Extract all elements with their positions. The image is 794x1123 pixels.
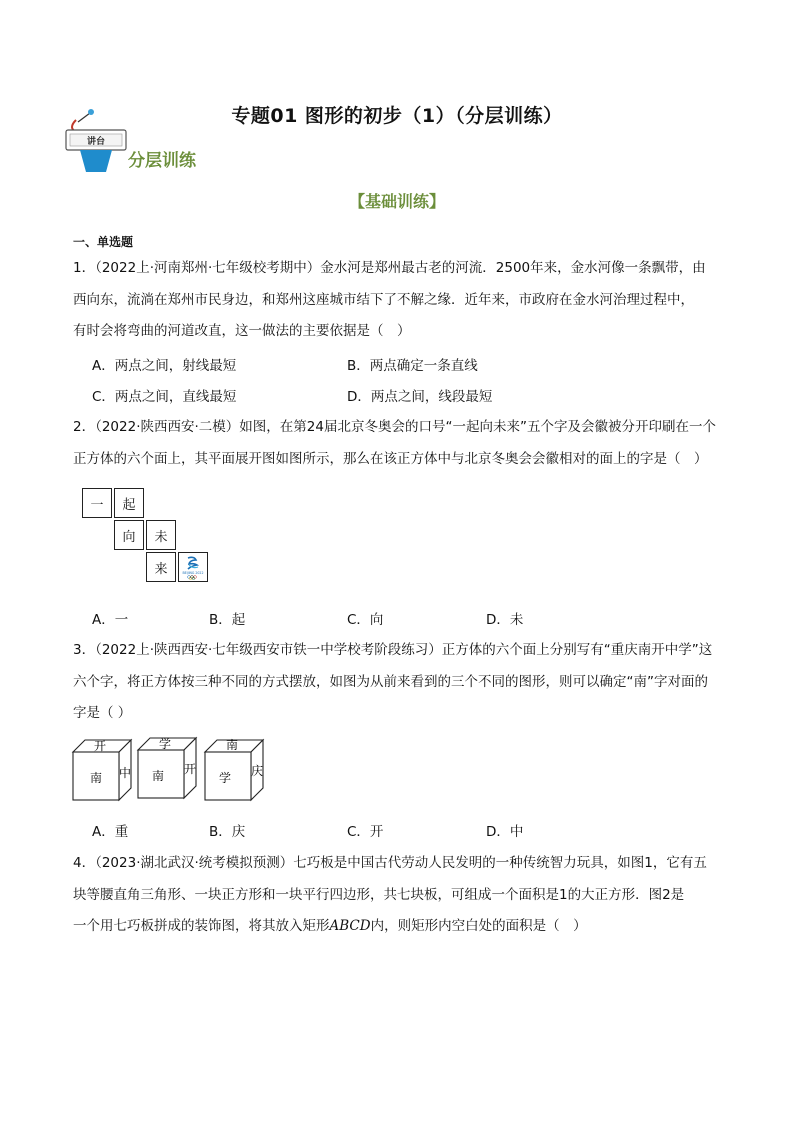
q1-line-2: 西向东，流淌在郑州市民身边，和郑州这座城市结下了不解之缘．近年来，市政府在金水河治理过程中， [73,292,694,308]
q4-line-3-head: 一个用七巧板拼成的装饰图，将其放入矩形 [73,918,330,934]
page-title: 专题01 图形的初步（1）（分层训练） [231,105,563,127]
logo-badge-text: 讲台 [86,137,106,147]
cube-2 [138,737,196,798]
cube-2-front-label: 南 [151,769,165,783]
winter-olympics-emblem-icon [180,554,206,580]
cube-1 [73,739,131,800]
emblem-caption: BEIJING 2022 [182,571,204,575]
q1-option-c: C．两点之间，直线最短 [92,389,237,405]
q3-option-d: D．中 [486,824,524,840]
cube-2-side-label: 开 [183,762,197,776]
cube-3 [205,737,263,800]
q4-line-2: 块等腰直角三角形、一块正方形和一块平行四边形，共七块板，可组成一个面积是1的大正方形．图2是 [73,887,685,903]
cube-3-top-label: 南 [225,738,239,752]
net-cell: 一 [82,488,112,518]
q3-option-c: C．开 [347,824,384,840]
net-cell: 未 [146,520,176,550]
q2-option-a: A．一 [92,612,129,628]
q2-option-d: D．未 [486,612,524,628]
cube-1-front-label: 南 [89,771,103,785]
q4-line-3-tail: 内，则矩形内空白处的面积是（ ） [370,918,587,934]
cube-1-top-label: 开 [93,739,107,753]
cube-3-front-label: 学 [218,771,232,785]
cube-3-side-label: 庆 [250,764,264,778]
q3-line-3: 字是（ ） [73,705,132,721]
q1-line-1: 1．（2022上·河南郑州·七年级校考期中）金水河是郑州最古老的河流．2500年来，金水河像一条飘带，由 [73,260,706,276]
q1-option-b: B．两点确定一条直线 [347,358,478,374]
q1-option-a: A．两点之间，射线最短 [92,358,237,374]
cube-1-side-label: 中 [118,766,132,780]
part-heading: 一、单选题 [73,235,134,249]
q4-line-1: 4．（2023·湖北武汉·统考模拟预测）七巧板是中国古代劳动人民发明的一种传统智力玩具，如图1，它有五 [73,855,707,871]
cube-2-top-label: 学 [158,737,172,751]
q2-option-c: C．向 [347,612,384,628]
rect-name: ABCD [329,918,371,934]
q2-line-1: 2．（2022·陕西西安·二模）如图，在第24届北京冬奥会的口号“一起向未来”五个字及会徽被分开印刷在一个 [73,419,716,435]
section-title: 【基础训练】 [348,192,445,211]
q3-line-2: 六个字，将正方体按三种不同的方式摆放，如图为从前来看到的三个不同的图形，则可以确定“南”字对面的 [73,674,708,690]
q3-option-a: A．重 [92,824,129,840]
cubes-figure [70,736,270,802]
net-cell: 来 [146,552,176,582]
q1-line-3: 有时会将弯曲的河道改直，这一做法的主要依据是（ ） [73,323,411,339]
net-cell: 向 [114,520,144,550]
q2-line-2: 正方体的六个面上，其平面展开图如图所示，那么在该正方体中与北京冬奥会会徽相对的面上的字是（ ） [73,451,708,467]
q3-option-b: B．庆 [209,824,246,840]
q2-option-b: B．起 [209,612,246,628]
q3-line-1: 3．（2022上·陕西西安·七年级西安市铁一中学校考阶段练习）正方体的六个面上分别写有“重庆南开中学”这 [73,642,713,658]
q4-line-3 [73,917,733,935]
logo-label: 分层训练 [128,151,196,171]
q1-option-d: D．两点之间，线段最短 [347,389,493,405]
net-cell-emblem [178,552,208,582]
podium-logo-icon [62,108,130,172]
net-cell: 起 [114,488,144,518]
